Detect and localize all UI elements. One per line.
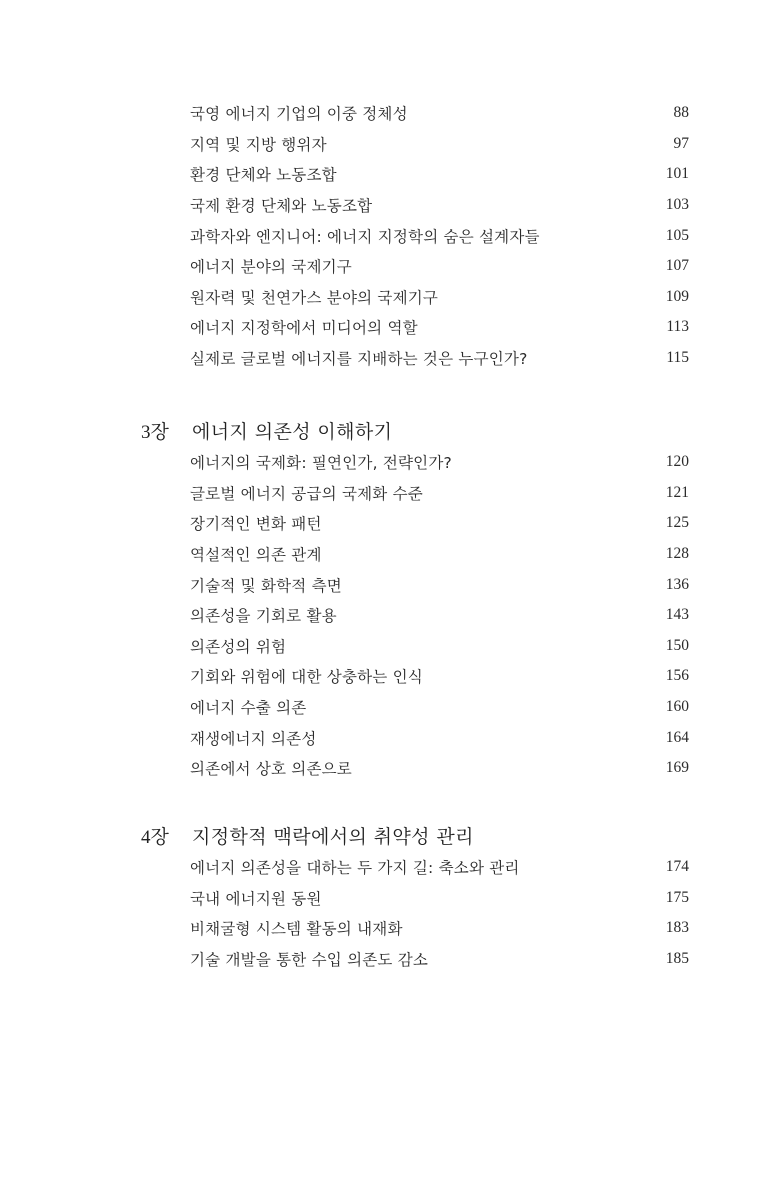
toc-entry-title: 재생에너지 의존성 bbox=[190, 729, 317, 748]
toc-chapter-3 bbox=[0, 413, 777, 784]
toc-entry[interactable] bbox=[0, 343, 777, 374]
toc-entry[interactable] bbox=[0, 661, 777, 692]
toc-entry-title: 기회와 위험에 대한 상충하는 인식 bbox=[190, 668, 423, 687]
toc-entry-title: 국내 에너지원 동원 bbox=[190, 889, 322, 908]
toc-entry[interactable] bbox=[0, 539, 777, 570]
chapter-heading[interactable] bbox=[0, 413, 777, 447]
toc-entry[interactable] bbox=[0, 631, 777, 662]
toc-entry[interactable] bbox=[0, 944, 777, 975]
toc-entry[interactable] bbox=[0, 883, 777, 914]
toc-entry[interactable] bbox=[0, 220, 777, 251]
toc-entry-title: 국제 환경 단체와 노동조합 bbox=[190, 197, 373, 216]
chapter-heading[interactable] bbox=[0, 818, 777, 852]
toc-section-previous bbox=[0, 98, 777, 373]
toc-entry-title: 에너지 지정학에서 미디어의 역할 bbox=[190, 319, 418, 338]
toc-entry-page: 169 bbox=[665, 759, 689, 777]
toc-entry[interactable] bbox=[0, 312, 777, 343]
toc-entry[interactable] bbox=[0, 569, 777, 600]
toc-entry[interactable] bbox=[0, 478, 777, 509]
toc-entry-page: 174 bbox=[665, 858, 689, 876]
toc-entry-title: 에너지의 국제화: 필연인가, 전략인가? bbox=[190, 454, 452, 473]
toc-entry-title: 의존에서 상호 의존으로 bbox=[190, 760, 352, 779]
toc-entry-title: 비채굴형 시스템 활동의 내재화 bbox=[190, 920, 403, 939]
toc-entry[interactable] bbox=[0, 508, 777, 539]
toc-entry[interactable] bbox=[0, 447, 777, 478]
toc-entry[interactable] bbox=[0, 852, 777, 883]
toc-entry-page: 185 bbox=[665, 950, 689, 968]
toc-entry[interactable] bbox=[0, 129, 777, 160]
toc-entry-page: 125 bbox=[665, 514, 689, 532]
toc-entry-title: 의존성의 위험 bbox=[190, 637, 287, 656]
toc-entry[interactable] bbox=[0, 722, 777, 753]
toc-entry[interactable] bbox=[0, 753, 777, 784]
toc-entry[interactable] bbox=[0, 282, 777, 313]
toc-entry[interactable] bbox=[0, 913, 777, 944]
toc-entry-page: 109 bbox=[665, 287, 689, 305]
toc-entry-page: 115 bbox=[666, 349, 689, 367]
toc-entry[interactable] bbox=[0, 600, 777, 631]
toc-entry-title: 글로벌 에너지 공급의 국제화 수준 bbox=[190, 484, 423, 503]
toc-entry-page: 103 bbox=[665, 196, 689, 214]
chapter-number: 3장 bbox=[141, 421, 169, 443]
toc-entry-page: 183 bbox=[665, 919, 689, 937]
chapter-title: 지정학적 맥락에서의 취약성 관리 bbox=[192, 825, 474, 848]
toc-entry-title: 에너지 분야의 국제기구 bbox=[190, 258, 352, 277]
toc-entry-page: 113 bbox=[666, 318, 689, 336]
toc-entry[interactable] bbox=[0, 190, 777, 221]
toc-entry-page: 121 bbox=[665, 483, 689, 501]
toc-entry-title: 환경 단체와 노동조합 bbox=[190, 166, 337, 185]
toc-entry-title: 과학자와 엔지니어: 에너지 지정학의 숨은 설계자들 bbox=[190, 227, 540, 246]
toc-entry-title: 역설적인 의존 관계 bbox=[190, 546, 322, 565]
toc-entry-page: 136 bbox=[665, 575, 689, 593]
toc-entry-page: 88 bbox=[673, 104, 689, 122]
toc-entry[interactable] bbox=[0, 98, 777, 129]
toc-entry-page: 143 bbox=[665, 606, 689, 624]
toc-entry-page: 105 bbox=[665, 226, 689, 244]
toc-entry-page: 175 bbox=[665, 888, 689, 906]
toc-entry[interactable] bbox=[0, 251, 777, 282]
toc-entry-page: 160 bbox=[665, 698, 689, 716]
toc-entry-page: 150 bbox=[665, 636, 689, 654]
toc-chapter-4 bbox=[0, 818, 777, 974]
toc-entry-page: 107 bbox=[665, 257, 689, 275]
toc-entry-title: 에너지 의존성을 대하는 두 가지 길: 축소와 관리 bbox=[190, 859, 520, 878]
toc-entry[interactable] bbox=[0, 159, 777, 190]
toc-entry-title: 국영 에너지 기업의 이중 정체성 bbox=[190, 105, 408, 124]
toc-entry-title: 의존성을 기회로 활용 bbox=[190, 607, 337, 626]
toc-entry-page: 156 bbox=[665, 667, 689, 685]
toc-entry-title: 장기적인 변화 패턴 bbox=[190, 515, 322, 534]
toc-entry-title: 기술적 및 화학적 측면 bbox=[190, 576, 342, 595]
toc-entry-title: 기술 개발을 통한 수입 의존도 감소 bbox=[190, 951, 429, 970]
toc-entry-page: 164 bbox=[665, 728, 689, 746]
toc-entry-title: 지역 및 지방 행위자 bbox=[190, 135, 327, 154]
toc-entry-page: 101 bbox=[665, 165, 689, 183]
toc-entry-page: 128 bbox=[665, 545, 689, 563]
toc-entry[interactable] bbox=[0, 692, 777, 723]
chapter-title: 에너지 의존성 이해하기 bbox=[192, 420, 393, 443]
chapter-number: 4장 bbox=[141, 826, 169, 848]
toc-entry-title: 실제로 글로벌 에너지를 지배하는 것은 누구인가? bbox=[190, 350, 528, 369]
toc-entry-page: 97 bbox=[673, 134, 689, 152]
toc-entry-title: 에너지 수출 의존 bbox=[190, 699, 307, 718]
toc-entry-title: 원자력 및 천연가스 분야의 국제기구 bbox=[190, 288, 439, 307]
toc-entry-page: 120 bbox=[665, 453, 689, 471]
